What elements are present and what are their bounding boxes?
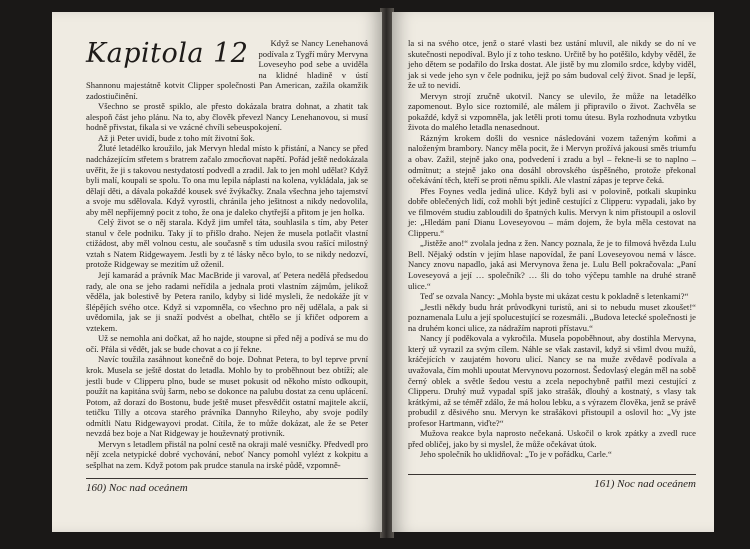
left-page-body: [86, 38, 368, 470]
paragraph: „Jestli někdy budu hrát průvodkyni turistů, ani si to nebudu muset zkoušet!“ poznamenala Lulu a její spolucestující se rozesmáli. „Budova letecké společnosti je na druhém konci ulice, za nádražím naproti přístavu.“: [408, 301, 696, 333]
paragraph: Mužova reakce byla naprosto nečekaná. Uskočil o krok zpátky a zvedl ruce před obličej, jako by si myslel, že může očekávat útok.: [408, 428, 696, 449]
paragraph: Přes Foynes vedla jediná ulice. Když byli asi v polovině, potkali skupinku dobře oblečených lidí, což mohli být jedině cestující z Clipperu: vypadali, jako by ve filmovém studiu zabloudili do špatných kulis. Mervyn k nim přistoupil a oslovil je: „Hledám paní Dianu Loveseyovou – mám dojem, že byla měla cestovat na Clipperu.“: [408, 185, 696, 238]
paragraph: Už se nemohla ani dočkat, až ho najde, stoupne si před něj a podívá se mu do očí. Přála si vědět, jak se bude chovat a co jí řekne.: [86, 333, 368, 354]
paragraph: la si na svého otce, jenž o staré vlasti bez ustání mluvil, ale nikdy se do ní ve skutečnosti nepodíval. Bylo jí z toho teskno. Určitě by ho potěšilo, kdyby věděl, že jeho dětem se podařilo do Irska dostat. Ale jistě by mu zlomilo srdce, kdyby viděl, jak si vede jeho syn v čele podniku, jejž po sám budoval celý život. Snad je lepší, že už to nevidí.: [408, 38, 696, 91]
paragraph: Mervyn s letadlem přistál na polní cestě na okraji malé vesničky. Předvedl pro nějí zcela netypické dobré vychování, neboť Nancy pomohl vylézt z kokpitu a sešplhat na zem. Když potom pak prudce stanula na irské půdě, vzpomně-: [86, 438, 368, 470]
paragraph: Žluté letadélko kroužilo, jak Mervyn hledal místo k přistání, a Nancy se před nadcházejícím střetem s bratrem začalo zmocňovat napětí. Pořád ještě nedokázala uvěřit, že ji s takovou nestydatostí podvedl a zradil. Jak to jen mohl udělat? Když byli malí, koupali se spolu. To ona mu lepila náplasti na kolena, vykládala, jak se dělají děti, a dávala pokaždé kousek své žvýkačky. Znala všechna jeho tajemství a svoje mu sdělovala. Když vyrostli, chránila jeho ješitnost a nikdy nedovolila, aby měl nepříjemný pocit z toho, že ona je daleko chytřejší a přitom je jen holka.: [86, 143, 368, 217]
right-page-body: [408, 38, 696, 460]
paragraph: Její kamarád a právník Mac MacBride ji varoval, ať Petera nedělá předsedou rady, ale ona se jeho radami neřídila a jednala proti vlastním zájmům, jelikož věděla, jak bolestivě by Petera ranilo, kdyby si lidé mysleli, že nedokáže jít v šlépějích svého otce. Když si vzpomněla, co všechno pro něj udělala, a pak si uvědomila, jak se ji snaží podvést a obelhat, chtělo se jí křičet odporem a vztekem.: [86, 270, 368, 333]
right-page: [392, 12, 714, 532]
paragraph: Když se Nancy Lenehanová podívala z Tygří můry Mervyna Loveseyho pod sebe a uviděla na klidné hladině v ústí Shannonu majestátně kotvit Clipper společnosti Pan American, zažila okamžik zadostiučinění.: [86, 38, 368, 101]
paragraph: „Jistěže ano!“ zvolala jedna z žen. Nancy poznala, že je to filmová hvězda Lulu Bell. Nějaký odstín v jejím hlase napovídal, že paní Loveseyovou nemá v lásce. Nancy znovu napadlo, jaká asi Mervynova žena je. Lulu Bell pokračovala: „Paní Loveseyová a její … společník? … šli do toho výčepu tamhle na druhé straně ulice.“: [408, 238, 696, 291]
paragraph: Jeho společník ho uklidňoval: „To je v pořádku, Carle.“: [420, 449, 612, 460]
footer-rule: [86, 478, 368, 479]
page-footer: 160) Noc nad oceánem: [86, 482, 188, 494]
paragraph: Teď se ozvala Nancy: „Mohla byste mi ukázat cestu k pokladně s letenkami?“: [420, 291, 689, 302]
paragraph: Všechno se prostě spiklo, ale přesto dokázala bratra dohnat, a zhatit tak alespoň část jeho plánu. Na to, aby člověk převezl Nancy Lenehanovou, si musí hodně přivstat, fikala si ve vzácné chvíli sebeuspokojení.: [86, 101, 368, 133]
chapter-title: Kapitola 12: [86, 38, 249, 69]
paragraph: Mervyn strojí zručně ukotvil. Nancy se ulevilo, že může na letadélko zapomenout. Bylo sice roztomilé, ale málem ji připravilo o život. Zachvěla se pokaždé, když si vzpomněla, jak letěli proti tomu útesu. Byla rozhodnuta vzbytku života do malého letadla nenasednout.: [408, 90, 696, 133]
paragraph: Nancy jí poděkovala a vykročila. Musela popoběhnout, aby dostihla Mervyna, který už vyrazil za svým cílem. Náhle se však zastavil, když si všiml dvou mužů, kráčejících v zaujatém hovoru ulicí. Nancy se na muže zvědavě podívala a uvažovala, čím mohli upoutat Mervynovu pozornost. Šedovlasý elegán měl na sobě černý oblek a světle šedou vestu a zcela nepochybně patřil mezi cestující z Clipperu. Druhý muž vypadal spíš jako strašák, dlouhý a kostnatý, s vlasy tak krátkými, až se téměř zdálo, že má holou lebku, a s výrazem člověka, jenž se právě probudil z děsivého snu. Mervyn ke strašákovi přistoupil a oslovil ho: „Vy jste profesor Hartmann, viďte?“: [408, 333, 696, 428]
left-page: [52, 12, 382, 532]
page-footer: 161) Noc nad oceánem: [594, 478, 696, 490]
paragraph: Celý život se o něj starala. Když jim umřel táta, souhlasila s tím, aby Peter stanul v čele podniku. Taky jí to přišlo draho. Nejen že musela potlačit vlastní ctižádost, aby měl volnou cestu, ale současně s tím udusila svou rašící milostný vztah s Natem Ridgewayem. Jestli by z té lásky něco bylo, to se nikdy nedozví, protože Ridgeway se mezitím už oženil.: [86, 217, 368, 270]
paragraph: Rázným krokem došli do vesnice následováni vozem taženým koňmi a naloženým brambory. Nancy měla pocit, že i Mervyn prožívá jakousi směs triumfu a obav. Zažil, stejně jako ona, podvedení i zradu a byl – řekne-li se to naplno – odmítnut; a stejně jako ona dosáhl obrovského úspěšného, protože překonal očekávání těch, kteří se proti němu spikli. Ale vlastní zápas je teprve čeká.: [408, 132, 696, 186]
paragraph: Navíc toužila zasáhnout konečně do boje. Dohnat Petera, to byl teprve první krok. Musela se ještě dostat do letadla. Mohlo by to proběhnout bez obtíží; ale jestli bude v Clipperu plno, bude se muset pokusit od někoho místo odkoupit, použít na kapitána svůj šarm, nebo se dokonce na palubu dostat za cenu uplácení. Potom, až dorazí do Bostonu, bude ještě muset přesvědčit ostatní majitele akcií, tetičku Tilly a otcova starého právníka Dannyho Rileyho, aby svoje podíly odmítli Natu Ridgewayovi prodat. Cítila, že to může dokázat, ale že se Peter nevzdá bez boje a Nat Ridgeway je houževnatý protivník.: [86, 354, 368, 439]
footer-rule: [408, 474, 696, 475]
paragraph: Až ji Peter uvidí, bude z toho mít životní šok.: [98, 132, 255, 143]
